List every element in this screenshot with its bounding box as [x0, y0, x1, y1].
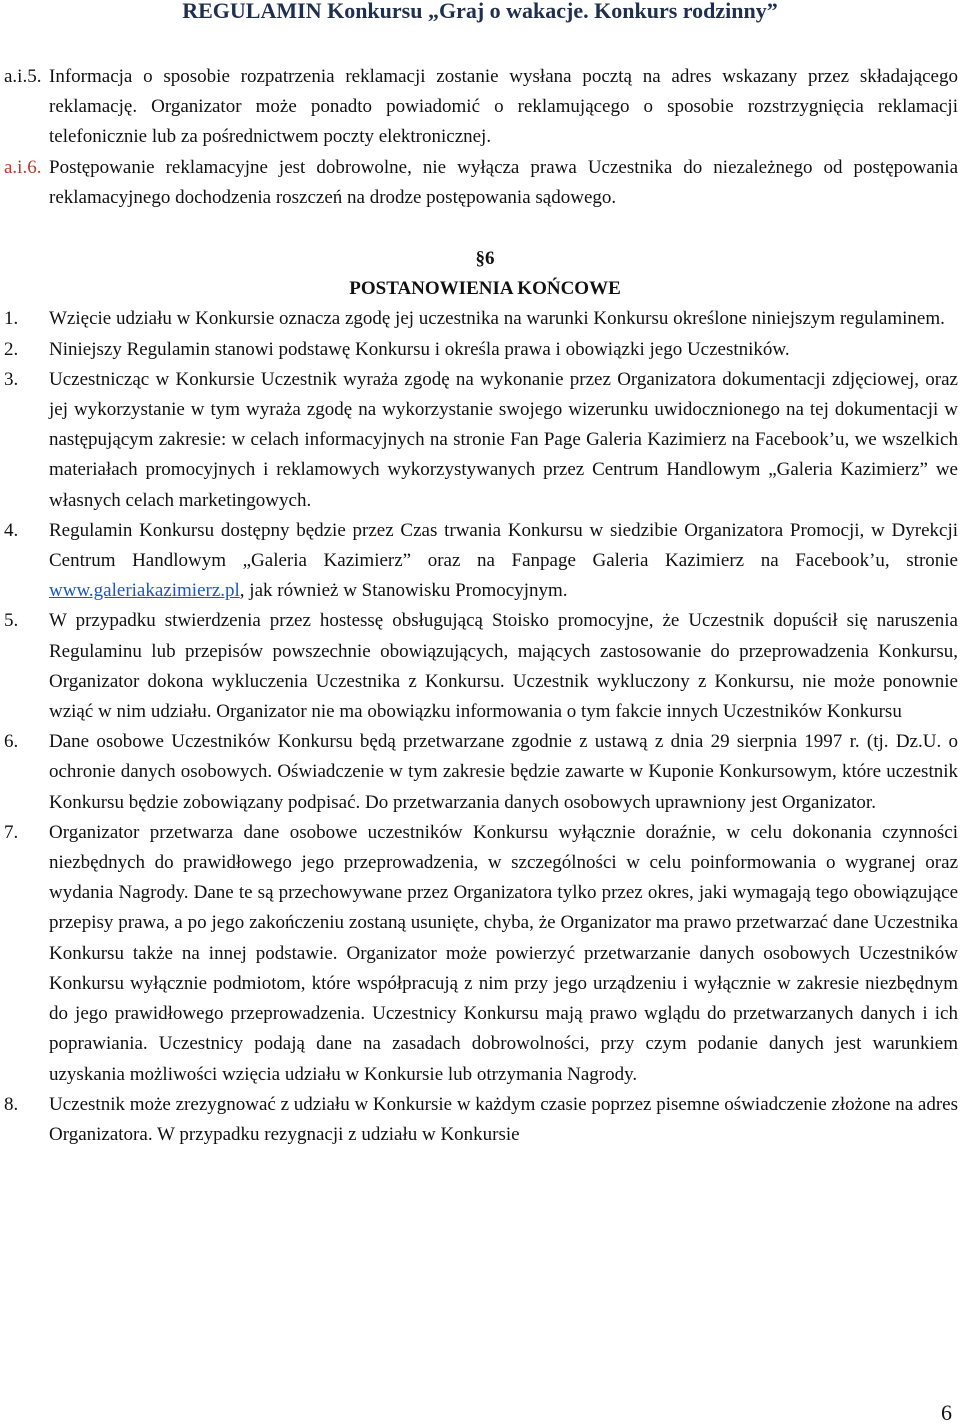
clause-a-i-5 [4, 62, 958, 153]
document-title: REGULAMIN Konkursu „Graj o wakacje. Konkurs rodzinny” [182, 0, 778, 23]
clause-number: a.i.6. [4, 156, 42, 178]
item-text: Uczestnicząc w Konkursie Uczestnik wyraża zgodę na wykonanie przez Organizatora dokumentacji zdjęciowej, oraz jej wykorzystanie w tym wyraża zgodę na wykorzystanie swojego wizerunku uwidocznionego na tej dokumentacji w następującym zakresie: w celach informacyjnych na stronie Fan Page Galeria Kazimierz na Facebook’u, we wszelkich materiałach promocyjnych i reklamowych wykorzystywanych przez Centrum Handlowym „Galeria Kazimierz” we własnych celach marketingowych. [49, 368, 958, 511]
section-number [4, 244, 958, 274]
clause-a-i-6 [4, 153, 958, 213]
item-text: Niniejszy Regulamin stanowi podstawę Konkursu i określa prawa i obowiązki jego Uczestników. [49, 338, 790, 360]
list-item-6 [4, 727, 958, 818]
list-item-2 [4, 335, 958, 365]
document-header [0, 0, 960, 30]
section-sign: § [475, 248, 485, 270]
item-number: 7. [4, 821, 19, 843]
item-text: Wzięcie udziału w Konkursie oznacza zgodę jej uczestnika na warunki Konkursu określone niniejszym regulaminem. [49, 308, 945, 330]
list-item-8 [4, 1090, 958, 1150]
item-number: 4. [4, 519, 19, 541]
list-item-5 [4, 606, 958, 727]
document-body [4, 62, 958, 1150]
item-text: Dane osobowe Uczestników Konkursu będą przetwarzane zgodnie z ustawą z dnia 29 sierpnia 1997 r. (tj. Dz.U. o ochronie danych osobowych. Oświadczenie w tym zakresie będzie zawarte w Kuponie Konkursowym, które uczestnik Konkursu będzie zobowiązany podpisać. Do przetwarzania danych osobowych uprawniony jest Organizator. [49, 731, 958, 813]
section-number-value: 6 [485, 248, 495, 270]
section-title: POSTANOWIENIA KOŃCOWE [349, 278, 621, 300]
item-text-before-link: Regulamin Konkursu dostępny będzie przez Czas trwania Konkursu w siedzibie Organizatora Promocji, w Dyrekcji Centrum Handlowym „Galeria Kazimierz” oraz na Fanpage Galeria Kazimierz na Facebook’u, stronie [49, 519, 958, 572]
item-number: 2. [4, 338, 19, 360]
list-item-7 [4, 818, 958, 1090]
website-link[interactable]: www.galeriakazimierz.pl [49, 580, 240, 602]
item-text: W przypadku stwierdzenia przez hostessę obsługującą Stoisko promocyjne, że Uczestnik dopuścił się naruszenia Regulaminu lub przepisów powszechnie obowiązujących, mających zastosowanie do przeprowadzenia Konkursu, Organizator dokona wykluczenia Uczestnika z Konkursu. Uczestnik wykluczony z Konkursu, nie może ponownie wziąć w nim udziału. Organizator nie ma obowiązku informowania o tym fakcie innych Uczestników Konkursu [49, 610, 958, 723]
item-text-after-link: , jak również w Stanowisku Promocyjnym. [239, 580, 568, 602]
item-number: 1. [4, 308, 19, 330]
clause-number: a.i.5. [4, 66, 42, 87]
item-number: 6. [4, 731, 19, 753]
item-number: 3. [4, 368, 19, 390]
clause-text: Postępowanie reklamacyjne jest dobrowolne, nie wyłącza prawa Uczestnika do niezależnego od postępowania reklamacyjnego dochodzenia roszczeń na drodze postępowania sądowego. [49, 156, 958, 208]
item-number: 8. [4, 1093, 19, 1115]
item-text: Uczestnik może zrezygnować z udziału w Konkursie w każdym czasie poprzez pisemne oświadczenie złożone na adres Organizatora. W przypadku rezygnacji z udziału w Konkursie [49, 1093, 958, 1145]
clause-text: Informacja o sposobie rozpatrzenia reklamacji zostanie wysłana pocztą na adres wskazany przez składającego reklamację. Organizator może ponadto powiadomić o reklamującego o sposobie rozstrzygnięcia reklamacji telefonicznie lub za pośrednictwem poczty elektronicznej. [49, 66, 958, 148]
list-item-3 [4, 365, 958, 516]
item-number: 5. [4, 610, 19, 632]
list-item-1 [4, 304, 958, 334]
item-text: Organizator przetwarza dane osobowe uczestników Konkursu wyłącznie doraźnie, w celu dokonania czynności niezbędnych do prawidłowego jego przeprowadzenia, w szczególności w celu poinformowania o wygranej oraz wydania Nagrody. Dane te są przechowywane przez Organizatora tylko przez okres, jaki wymagają tego obowiązujące przepisy prawa, a po jego zakończeniu zostaną usunięte, chyba, że Organizator ma prawo przetwarzać dane Uczestnika Konkursu także na innej podstawie. Organizator może powierzyć przetwarzanie danych osobowych Uczestników Konkursu wyłącznie podmiotom, które współpracują z nim przy jego urządzeniu i wyłącznie w zakresie niezbędnym do jego prawidłowego przeprowadzenia. Uczestnicy Konkursu mają prawo wglądu do przetwarzanych danych i ich poprawiania. Uczestnicy podają dane na zasadach dobrowolności, przy czym podanie danych jest warunkiem uzyskania możliwości wzięcia udziału w Konkursie lub otrzymania Nagrody. [49, 821, 958, 1085]
page-number: 6 [941, 1400, 952, 1425]
list-item-4 [4, 516, 958, 607]
